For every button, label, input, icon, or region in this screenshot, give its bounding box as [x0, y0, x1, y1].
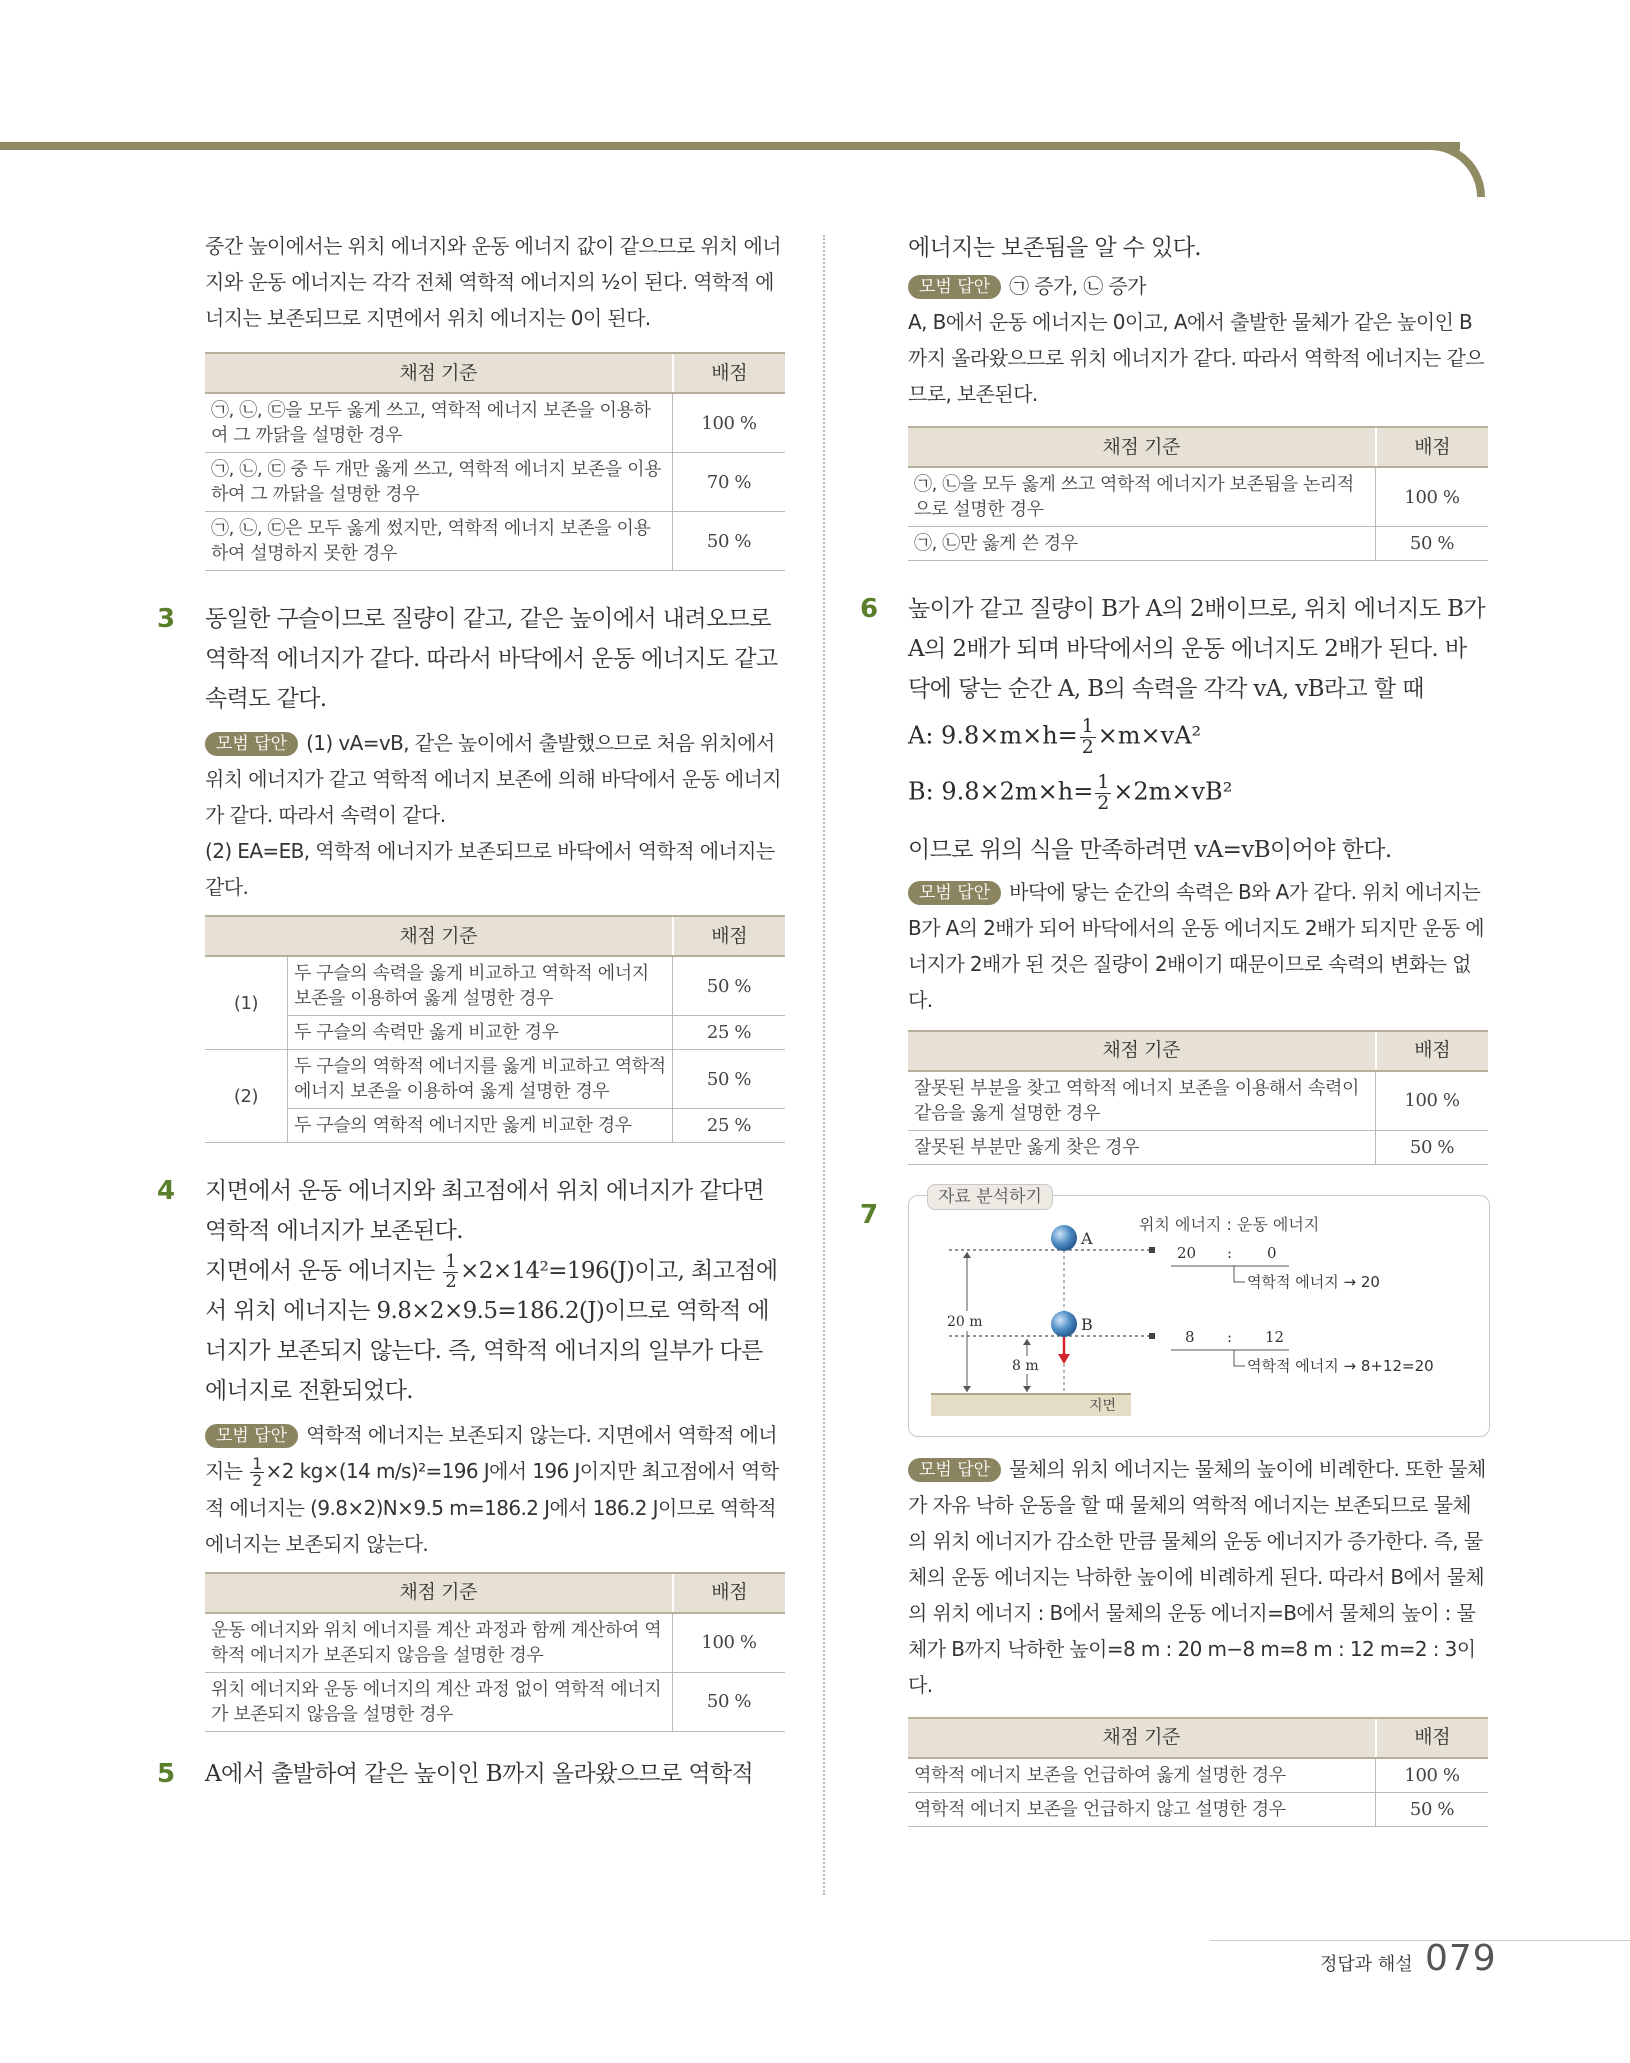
- model-answer-badge: 모범 답안: [908, 275, 1001, 299]
- fraction-numerator: 1: [445, 1250, 457, 1272]
- rubric-score: 100 %: [1376, 467, 1489, 527]
- answer-text: 물체의 위치 에너지는 물체의 높이에 비례한다. 또한 물체가 자유 낙하 운동을 할 때 물체의 역학적 에너지는 보존되므로 물체의 위치 에너지가 감소한 만큼 물체의 운동 에너지가 증가한다. 즉, 물체의 운동 에너지는 낙하한 높이에 비례하게 된다. 따라서 B에서 물체의 위치 에너지 : B에서 물체의 운동 에너지=B에서 물체의 높이 : 물체가 B까지 낙하한 높이=8 m : 20 m−8 m=8 m : 12 m=2 : 3이다.: [908, 1456, 1486, 1697]
- model-answer-badge: 모범 답안: [908, 881, 1001, 905]
- ball-b-label: B: [1081, 1314, 1093, 1334]
- rubric-criterion: 두 구슬의 속력만 옳게 비교한 경우: [288, 1016, 673, 1050]
- rubric-score: 50 %: [673, 1672, 786, 1731]
- top-rule: [0, 142, 1460, 150]
- table-row: [908, 527, 1488, 561]
- ball-a: [1051, 1225, 1077, 1251]
- model-answer-badge: 모범 답안: [908, 1458, 1001, 1482]
- rubric-sub-label: (2): [205, 1050, 288, 1143]
- rubric-score: 100 %: [673, 1613, 786, 1673]
- top-rule-curve: [1380, 142, 1485, 197]
- page-number: 079: [1425, 1938, 1497, 1979]
- free-fall-figure: [909, 1196, 1489, 1436]
- column-divider: [823, 235, 825, 1895]
- question-5-explanation: A, B에서 운동 에너지는 0이고, A에서 출발한 물체가 같은 높이인 B까지 올라왔으므로 위치 에너지가 같다. 따라서 역학적 에너지는 같으므로, 보존된다.: [908, 310, 1484, 406]
- question-4-text-2: [205, 1251, 785, 1411]
- question-number: 3: [157, 604, 176, 634]
- answer-text: 역학적 에너지는 보존되지 않는다. 지면에서 역학적 에너지는: [205, 1423, 777, 1484]
- diagram-tab-label: 자료 분석하기: [927, 1184, 1053, 1210]
- fraction-numerator: 1: [1097, 772, 1110, 794]
- level-marker-a: [1149, 1247, 1155, 1253]
- table-row: [205, 1613, 785, 1673]
- rubric-criterion: 잘못된 부분만 옳게 찾은 경우: [908, 1130, 1376, 1164]
- rubric-criterion: ㉠, ㉡, ㉢ 중 두 개만 옳게 쓰고, 역학적 에너지 보존을 이용하여 그 까닭을 설명한 경우: [205, 453, 673, 512]
- rubric-score: 100 %: [1376, 1071, 1489, 1131]
- fraction-denominator: 2: [445, 1270, 457, 1292]
- footer-rule: [1210, 1940, 1630, 1941]
- rubric-score: 25 %: [673, 1016, 786, 1050]
- ratio-b-colon: :: [1227, 1327, 1233, 1346]
- table-row: [205, 512, 785, 571]
- table-row: [205, 1109, 785, 1143]
- rubric-criterion: 두 구슬의 속력을 옳게 비교하고 역학적 에너지 보존을 이용하여 옳게 설명한 경우: [288, 956, 673, 1016]
- rubric-criterion: 역학적 에너지 보존을 언급하여 옳게 설명한 경우: [908, 1758, 1376, 1793]
- equation-a: [908, 717, 1488, 757]
- rubric-table-7: [908, 1717, 1488, 1827]
- ratio-b-right: 12: [1265, 1327, 1285, 1346]
- ratio-a-left: 20: [1177, 1243, 1197, 1262]
- ball-b: [1051, 1311, 1077, 1337]
- table-row: [908, 1792, 1488, 1826]
- rubric-score: 100 %: [1376, 1758, 1489, 1793]
- rubric-head-criterion: 채점 기준: [908, 427, 1376, 467]
- rubric-criterion: ㉠, ㉡만 옳게 쓴 경우: [908, 527, 1376, 561]
- diagram-header: 위치 에너지 : 운동 에너지: [1139, 1214, 1320, 1234]
- text-fragment: ×2×14²=196(J)이고, 최고점에서 위치 에너지는 9.8×2×9.5=186.2(J)이므로 역학적 에너지가 보존되지 않는다. 즉, 역학적 에너지의 일부가 다른 에너지로 전환되었다.: [205, 1258, 778, 1405]
- equation-right: ×m×vA²: [1097, 721, 1202, 750]
- question-number: 6: [860, 594, 879, 624]
- equation-right: ×2m×vB²: [1113, 777, 1233, 806]
- data-analysis-diagram: [908, 1186, 1490, 1437]
- ratio-b-bracket: [1234, 1350, 1245, 1366]
- rubric-score: 50 %: [1376, 1130, 1489, 1164]
- height-20m-label: 20 m: [947, 1313, 983, 1330]
- dimension-arrow-down: [963, 1386, 971, 1392]
- velocity-arrow-head: [1058, 1354, 1070, 1364]
- question-3-explanation: 동일한 구슬이므로 질량이 같고, 같은 높이에서 내려오므로 역학적 에너지가 같다. 따라서 바닥에서 운동 에너지도 같고 속력도 같다.: [205, 606, 778, 712]
- rubric-head-score: 배점: [1376, 1718, 1489, 1758]
- rubric-table-4: [205, 1572, 785, 1732]
- rubric-score: 25 %: [673, 1109, 786, 1143]
- table-row: [908, 1758, 1488, 1793]
- rubric-head-criterion: 채점 기준: [205, 353, 673, 393]
- ratio-b-sum: 역학적 에너지 → 8+12=20: [1247, 1356, 1434, 1375]
- question-6-after: 이므로 위의 식을 만족하려면 vA=vB이어야 한다.: [908, 836, 1392, 863]
- dimension-arrow-down: [1023, 1386, 1031, 1392]
- table-row: [908, 1130, 1488, 1164]
- equation-left: A: 9.8×m×h=: [908, 721, 1078, 750]
- rubric-criterion: ㉠, ㉡, ㉢을 모두 옳게 쓰고, 역학적 에너지 보존을 이용하여 그 까닭을 설명한 경우: [205, 393, 673, 453]
- rubric-head-criterion: 채점 기준: [908, 1718, 1376, 1758]
- fraction-denominator: 2: [1081, 736, 1094, 758]
- fraction-numerator: 1: [252, 1454, 262, 1473]
- footer-label: 정답과 해설: [1320, 1954, 1413, 1975]
- table-row: [908, 467, 1488, 527]
- dimension-arrow-up: [1023, 1339, 1031, 1345]
- rubric-table-2: [205, 352, 785, 571]
- rubric-head-criterion: 채점 기준: [908, 1031, 1376, 1071]
- rubric-score: 50 %: [673, 512, 786, 571]
- rubric-table-5: [908, 426, 1488, 561]
- question-4: [157, 1171, 785, 1732]
- rubric-criterion: 역학적 에너지 보존을 언급하지 않고 설명한 경우: [908, 1792, 1376, 1826]
- intro-paragraph: 중간 높이에서는 위치 에너지와 운동 에너지 값이 같으므로 위치 에너지와 운동 에너지는 각각 전체 역학적 에너지의 ½이 된다. 역학적 에너지는 보존되므로 지면에서 위치 에너지는 0이 된다.: [205, 234, 781, 330]
- question-5: [157, 1754, 785, 1794]
- ratio-b-left: 8: [1185, 1327, 1195, 1346]
- text-fragment: 지면에서 운동 에너지는: [205, 1258, 435, 1284]
- question-3-answer-1: [205, 725, 785, 833]
- rubric-criterion: 잘못된 부분을 찾고 역학적 에너지 보존을 이용해서 속력이 같음을 옳게 설명한 경우: [908, 1071, 1376, 1131]
- rubric-score: 100 %: [673, 393, 786, 453]
- answer-text: ㉠ 증가, ㉡ 증가: [1009, 274, 1146, 298]
- question-4-answer: [205, 1417, 785, 1561]
- ground-label: 지면: [1089, 1397, 1117, 1414]
- ratio-a-colon: :: [1227, 1243, 1233, 1262]
- equation-b: [908, 773, 1488, 813]
- answer-text: ×2 kg×(14 m/s)²=196 J에서 196 J이지만 최고점에서 역학적 에너지는 (9.8×2)N×9.5 m=186.2 J에서 186.2 J이므로 역학적 에너지는 보존되지 않는다.: [205, 1459, 779, 1556]
- model-answer-badge: 모범 답안: [205, 1424, 298, 1448]
- rubric-head-criterion: 채점 기준: [205, 916, 673, 956]
- question-5-answer: [908, 268, 1488, 304]
- question-6: [860, 589, 1488, 1165]
- rubric-score: 70 %: [673, 453, 786, 512]
- question-6-text: 높이가 같고 질량이 B가 A의 2배이므로, 위치 에너지도 B가 A의 2배가 되며 바닥에서의 운동 에너지도 2배가 된다. 바닥에 닿는 순간 A, B의 속력을 각각 vA, vB라고 할 때: [908, 596, 1486, 702]
- rubric-table-6: [908, 1030, 1488, 1165]
- ball-a-label: A: [1081, 1228, 1093, 1248]
- dimension-arrow-up: [963, 1252, 971, 1258]
- fraction-half: [250, 1456, 263, 1490]
- rubric-head-score: 배점: [1376, 427, 1489, 467]
- rubric-score: 50 %: [673, 956, 786, 1016]
- question-5-text: A에서 출발하여 같은 높이인 B까지 올라왔으므로 역학적: [205, 1760, 754, 1787]
- rubric-head-score: 배점: [1376, 1031, 1489, 1071]
- question-5-continued: 에너지는 보존됨을 알 수 있다.: [908, 235, 1201, 261]
- rubric-criterion: ㉠, ㉡을 모두 옳게 쓰고 역학적 에너지가 보존됨을 논리적으로 설명한 경우: [908, 467, 1376, 527]
- rubric-score: 50 %: [1376, 527, 1489, 561]
- table-row: [205, 1672, 785, 1731]
- question-6-answer: [908, 874, 1488, 1018]
- fraction-half: [443, 1250, 458, 1292]
- table-row: [205, 1016, 785, 1050]
- table-row: [205, 956, 785, 1016]
- rubric-criterion: ㉠, ㉡, ㉢은 모두 옳게 썼지만, 역학적 에너지 보존을 이용하여 설명하지 못한 경우: [205, 512, 673, 571]
- level-marker-b: [1149, 1333, 1155, 1339]
- fraction-denominator: 2: [1097, 792, 1110, 814]
- rubric-criterion: 운동 에너지와 위치 에너지를 계산 과정과 함께 계산하여 역학적 에너지가 보존되지 않음을 설명한 경우: [205, 1613, 673, 1673]
- question-number: 7: [860, 1199, 879, 1230]
- rubric-score: 50 %: [1376, 1792, 1489, 1826]
- question-number: 5: [157, 1758, 176, 1789]
- height-8m-label: 8 m: [1012, 1357, 1039, 1374]
- question-4-text-1: 지면에서 운동 에너지와 최고점에서 위치 에너지가 같다면 역학적 에너지가 보존된다.: [205, 1178, 765, 1244]
- question-7: [860, 1186, 1488, 1827]
- rubric-head-criterion: 채점 기준: [205, 1573, 673, 1613]
- ratio-a-right: 0: [1267, 1243, 1277, 1262]
- rubric-sub-label: (1): [205, 956, 288, 1050]
- table-row: [205, 453, 785, 512]
- left-column: [157, 228, 785, 1794]
- rubric-criterion: 위치 에너지와 운동 에너지의 계산 과정 없이 역학적 에너지가 보존되지 않음을 설명한 경우: [205, 1672, 673, 1731]
- ratio-a-sum: 역학적 에너지 → 20: [1247, 1272, 1380, 1291]
- rubric-score: 50 %: [673, 1050, 786, 1109]
- right-column: [860, 228, 1488, 1827]
- rubric-head-score: 배점: [673, 916, 786, 956]
- fraction-denominator: 2: [252, 1472, 262, 1491]
- table-row: [205, 1050, 785, 1109]
- fraction-numerator: 1: [1081, 716, 1094, 737]
- answer-text: (1) vA=vB, 같은 높이에서 출발했으므로 처음 위치에서 위치 에너지가 같고 역학적 에너지 보존에 의해 바닥에서 운동 에너지가 같다. 따라서 속력이 같다.: [205, 731, 781, 827]
- table-row: [908, 1071, 1488, 1131]
- rubric-criterion: 두 구슬의 역학적 에너지만 옳게 비교한 경우: [288, 1109, 673, 1143]
- rubric-criterion: 두 구슬의 역학적 에너지를 옳게 비교하고 역학적 에너지 보존을 이용하여 옳게 설명한 경우: [288, 1050, 673, 1109]
- answer-text: 바닥에 닿는 순간의 속력은 B와 A가 같다. 위치 에너지는 B가 A의 2배가 되어 바닥에서의 운동 에너지도 2배가 되지만 운동 에너지가 2배가 된 것은 질량이 2배이기 때문이므로 속력의 변화는 없다.: [908, 879, 1485, 1012]
- question-3-answer-2: (2) EA=EB, 역학적 에너지가 보존되므로 바닥에서 역학적 에너지는 같다.: [205, 839, 775, 899]
- rubric-table-3: [205, 915, 785, 1143]
- question-7-answer: [908, 1451, 1488, 1703]
- rubric-head-score: 배점: [673, 353, 786, 393]
- table-row: [205, 393, 785, 453]
- question-3: [157, 599, 785, 1143]
- ratio-a-bracket: [1234, 1266, 1245, 1282]
- fraction-half: [1095, 773, 1111, 813]
- question-number: 4: [157, 1176, 176, 1206]
- equation-left: B: 9.8×2m×h=: [908, 777, 1094, 806]
- rubric-head-score: 배점: [673, 1573, 786, 1613]
- model-answer-badge: 모범 답안: [205, 732, 298, 756]
- fraction-half: [1080, 717, 1096, 757]
